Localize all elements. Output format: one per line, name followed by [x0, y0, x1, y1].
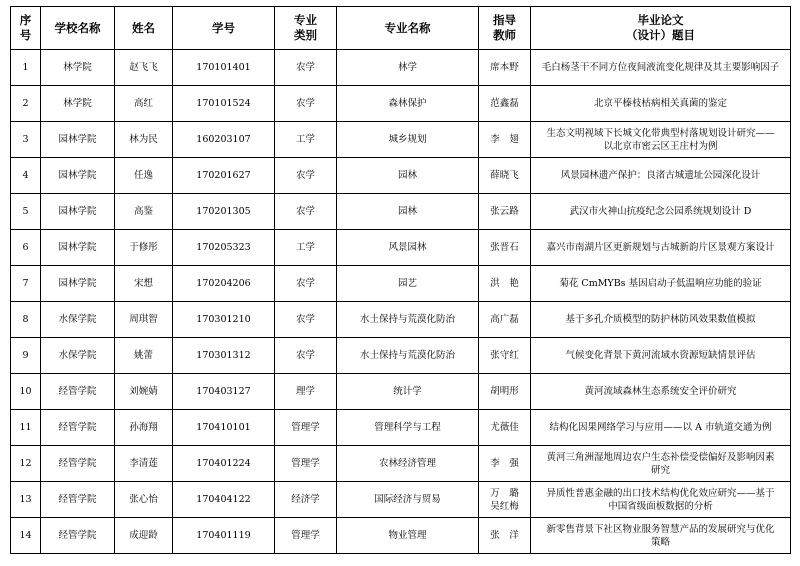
header-category: 专业 类别: [275, 7, 337, 50]
thesis-title-line: 黄河流域森林生态系统安全评价研究: [584, 386, 737, 397]
cell-category: 农学: [275, 302, 337, 338]
cell-major: 统计学: [337, 374, 479, 410]
table-row: [11, 446, 791, 482]
thesis-title-line: 北京平榛枝枯病相关真菌的鉴定: [593, 98, 727, 109]
advisor-name: 尤薇佳: [490, 422, 519, 433]
cell-advisor: [479, 374, 531, 410]
advisor-name: 张守红: [490, 350, 519, 361]
cell-seq: 5: [11, 194, 41, 230]
header-name: 姓名: [115, 7, 173, 50]
cell-category: 管理学: [275, 410, 337, 446]
cell-category: 农学: [275, 158, 337, 194]
cell-student-id: 170101524: [173, 86, 275, 122]
cell-major: 园林: [337, 158, 479, 194]
thesis-title-line: 新零售背景下社区物业服务智慧产品的发展研究与优化: [546, 523, 775, 535]
cell-school: 经管学院: [41, 446, 115, 482]
table-row: [11, 518, 791, 554]
thesis-title-line: 风景园林遗产保护：良渚古城遗址公园深化设计: [560, 170, 761, 181]
cell-major: 管理科学与工程: [337, 410, 479, 446]
table-row: [11, 86, 791, 122]
thesis-title-line: 中国省级面板数据的分析: [608, 500, 713, 512]
table-body: [11, 50, 791, 554]
cell-name: 孙海翔: [115, 410, 173, 446]
cell-major: 风景园林: [337, 230, 479, 266]
cell-seq: 11: [11, 410, 41, 446]
advisor-name: 吴红梅: [490, 500, 519, 512]
cell-student-id: 170401119: [173, 518, 275, 554]
header-row: [11, 7, 791, 50]
cell-name: 宋想: [115, 266, 173, 302]
cell-advisor: [479, 158, 531, 194]
table-row: [11, 482, 791, 518]
cell-school: 园林学院: [41, 266, 115, 302]
advisor-name: 范鑫磊: [490, 98, 519, 109]
cell-student-id: 170301312: [173, 338, 275, 374]
cell-school: 林学院: [41, 86, 115, 122]
advisor-name: 李 翅: [490, 134, 519, 145]
cell-category: 农学: [275, 338, 337, 374]
cell-name: 赵飞飞: [115, 50, 173, 86]
cell-thesis-title: [531, 374, 791, 410]
table-row: [11, 158, 791, 194]
header-student-id: 学号: [173, 7, 275, 50]
cell-seq: 12: [11, 446, 41, 482]
table-row: [11, 194, 791, 230]
cell-seq: 7: [11, 266, 41, 302]
cell-advisor: [479, 446, 531, 482]
table-row: [11, 50, 791, 86]
cell-advisor: [479, 50, 531, 86]
cell-thesis-title: [531, 338, 791, 374]
cell-student-id: 170201627: [173, 158, 275, 194]
cell-seq: 3: [11, 122, 41, 158]
cell-thesis-title: [531, 122, 791, 158]
table-row: [11, 266, 791, 302]
cell-seq: 6: [11, 230, 41, 266]
cell-advisor: [479, 482, 531, 518]
advisor-name: 洪 艳: [490, 278, 519, 289]
advisor-name: 张晋石: [490, 242, 519, 253]
table-row: [11, 410, 791, 446]
cell-advisor: [479, 518, 531, 554]
cell-name: 周琪智: [115, 302, 173, 338]
thesis-title-line: 策略: [650, 536, 670, 548]
cell-name: 高红: [115, 86, 173, 122]
advisor-name: 席本野: [490, 62, 519, 73]
cell-school: 经管学院: [41, 410, 115, 446]
advisor-name: 高广磊: [490, 314, 519, 325]
cell-category: 工学: [275, 230, 337, 266]
thesis-title-line: 生态文明视域下长城文化带典型村落规划设计研究——: [546, 127, 775, 139]
cell-advisor: [479, 266, 531, 302]
cell-major: 林学: [337, 50, 479, 86]
cell-name: 林为民: [115, 122, 173, 158]
cell-seq: 14: [11, 518, 41, 554]
cell-seq: 10: [11, 374, 41, 410]
cell-category: 农学: [275, 50, 337, 86]
advisor-name: 张云路: [490, 206, 519, 217]
cell-advisor: [479, 302, 531, 338]
cell-major: 物业管理: [337, 518, 479, 554]
cell-category: 工学: [275, 122, 337, 158]
cell-advisor: [479, 194, 531, 230]
cell-name: 于修彤: [115, 230, 173, 266]
thesis-title-line: 异质性普惠金融的出口技术结构优化效应研究——基于: [546, 487, 775, 499]
advisor-name: 张 洋: [490, 530, 519, 541]
cell-student-id: 170410101: [173, 410, 275, 446]
thesis-title-line: 以北京市密云区王庄村为例: [603, 140, 718, 152]
cell-category: 农学: [275, 266, 337, 302]
cell-major: 森林保护: [337, 86, 479, 122]
cell-student-id: 170204206: [173, 266, 275, 302]
cell-student-id: 170404122: [173, 482, 275, 518]
cell-seq: 4: [11, 158, 41, 194]
cell-school: 林学院: [41, 50, 115, 86]
cell-advisor: [479, 410, 531, 446]
advisor-name: 万 璐: [490, 487, 519, 499]
cell-category: 管理学: [275, 518, 337, 554]
cell-student-id: 170301210: [173, 302, 275, 338]
cell-school: 经管学院: [41, 374, 115, 410]
thesis-title-line: 武汉市火神山抗疫纪念公园系统规划设计 D: [569, 206, 752, 217]
cell-major: 园林: [337, 194, 479, 230]
cell-advisor: [479, 86, 531, 122]
header-advisor: 指导 教师: [479, 7, 531, 50]
advisor-name: 薛晓飞: [490, 170, 519, 181]
cell-major: 国际经济与贸易: [337, 482, 479, 518]
cell-student-id: 170403127: [173, 374, 275, 410]
cell-seq: 13: [11, 482, 41, 518]
cell-major: 城乡规划: [337, 122, 479, 158]
cell-category: 农学: [275, 194, 337, 230]
cell-thesis-title: [531, 446, 791, 482]
thesis-title-line: 毛白杨茎干不同方位夜间液流变化规律及其主要影响因子: [541, 62, 780, 73]
header-school: 学校名称: [41, 7, 115, 50]
cell-student-id: 170401224: [173, 446, 275, 482]
cell-school: 经管学院: [41, 482, 115, 518]
thesis-title-line: 菊花 CmMYBs 基因启动子低温响应功能的验证: [559, 278, 762, 289]
table-row: [11, 338, 791, 374]
cell-name: 任逸: [115, 158, 173, 194]
cell-seq: 2: [11, 86, 41, 122]
cell-thesis-title: [531, 266, 791, 302]
cell-thesis-title: [531, 302, 791, 338]
cell-school: 园林学院: [41, 230, 115, 266]
cell-seq: 9: [11, 338, 41, 374]
cell-thesis-title: [531, 86, 791, 122]
cell-category: 农学: [275, 86, 337, 122]
cell-major: 水土保持与荒漠化防治: [337, 338, 479, 374]
cell-student-id: 170205323: [173, 230, 275, 266]
cell-thesis-title: [531, 230, 791, 266]
advisor-name: 李 强: [490, 458, 519, 469]
cell-student-id: 160203107: [173, 122, 275, 158]
cell-major: 水土保持与荒漠化防治: [337, 302, 479, 338]
cell-category: 管理学: [275, 446, 337, 482]
cell-seq: 1: [11, 50, 41, 86]
header-thesis: 毕业论文 （设计）题目: [531, 7, 791, 50]
cell-major: 园艺: [337, 266, 479, 302]
advisor-name: 胡明形: [490, 386, 519, 397]
cell-thesis-title: [531, 158, 791, 194]
table-row: [11, 122, 791, 158]
table-row: [11, 302, 791, 338]
thesis-title-line: 基于多孔介质模型的防护林防风效果数值模拟: [565, 314, 756, 325]
cell-school: 经管学院: [41, 518, 115, 554]
cell-school: 园林学院: [41, 194, 115, 230]
cell-thesis-title: [531, 518, 791, 554]
cell-name: 高鉴: [115, 194, 173, 230]
cell-major: 农林经济管理: [337, 446, 479, 482]
cell-seq: 8: [11, 302, 41, 338]
cell-school: 园林学院: [41, 158, 115, 194]
cell-category: 经济学: [275, 482, 337, 518]
cell-thesis-title: [531, 50, 791, 86]
cell-thesis-title: [531, 194, 791, 230]
thesis-title-line: 研究: [650, 464, 670, 476]
cell-name: 刘婉婧: [115, 374, 173, 410]
cell-advisor: [479, 338, 531, 374]
header-seq: 序 号: [11, 7, 41, 50]
thesis-title-line: 结构化因果网络学习与应用——以 A 市轨道交通为例: [549, 422, 772, 433]
cell-category: 理学: [275, 374, 337, 410]
thesis-table: [10, 6, 791, 554]
thesis-title-line: 黄河三角洲湿地周边农户生态补偿受偿偏好及影响因素: [546, 451, 775, 463]
cell-school: 园林学院: [41, 122, 115, 158]
cell-thesis-title: [531, 410, 791, 446]
header-major: 专业名称: [337, 7, 479, 50]
table-row: [11, 374, 791, 410]
cell-name: 李清莲: [115, 446, 173, 482]
cell-student-id: 170101401: [173, 50, 275, 86]
cell-name: 成迎龄: [115, 518, 173, 554]
cell-student-id: 170201305: [173, 194, 275, 230]
cell-school: 水保学院: [41, 338, 115, 374]
cell-advisor: [479, 122, 531, 158]
cell-school: 水保学院: [41, 302, 115, 338]
cell-name: 张心怡: [115, 482, 173, 518]
cell-thesis-title: [531, 482, 791, 518]
cell-advisor: [479, 230, 531, 266]
thesis-title-line: 嘉兴市南湖片区更新规划与古城新韵片区景观方案设计: [546, 242, 775, 253]
thesis-title-line: 气候变化背景下黄河流域水资源短缺情景评估: [565, 350, 756, 361]
cell-name: 姚蕾: [115, 338, 173, 374]
table-row: [11, 230, 791, 266]
